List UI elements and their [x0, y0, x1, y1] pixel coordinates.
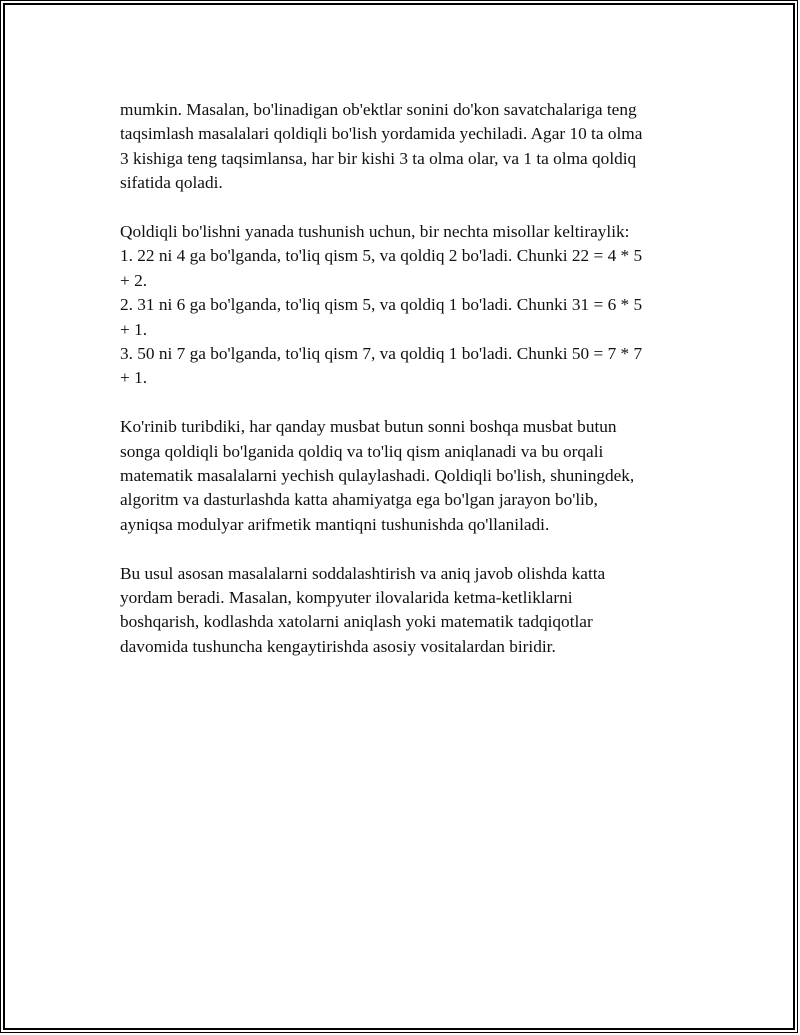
paragraph-3 [120, 415, 695, 537]
page-frame [3, 3, 795, 1030]
text-line: taqsimlash masalalari qoldiqli bo'lish yordamida yechiladi. Agar 10 ta olma [120, 124, 643, 144]
document-body [120, 98, 695, 684]
text-line: 3 kishiga teng taqsimlansa, har bir kishi 3 ta olma olar, va 1 ta olma qoldiq [120, 148, 637, 168]
list-item-line: 1. 22 ni 4 ga bo'lganda, to'liq qism 5, va qoldiq 2 bo'ladi. Chunki 22 = 4 * 5 [120, 246, 643, 266]
text-line: yordam beradi. Masalan, kompyuter ilovalarida ketma-ketliklarni [120, 588, 573, 608]
paragraph-2 [120, 220, 695, 391]
list-item-line: + 2. [120, 270, 148, 290]
text-line: Ko'rinib turibdiki, har qanday musbat butun sonni boshqa musbat butun [120, 417, 617, 437]
text-line: sifatida qoladi. [120, 173, 223, 193]
text-line: Bu usul asosan masalalarni soddalashtirish va aniq javob olishda katta [120, 563, 606, 583]
text-line: boshqarish, kodlashda xatolarni aniqlash yoki matematik tadqiqotlar [120, 612, 593, 632]
text-line: ayniqsa modulyar arifmetik mantiqni tushunishda qo'llaniladi. [120, 514, 550, 534]
list-item-line: 2. 31 ni 6 ga bo'lganda, to'liq qism 5, va qoldiq 1 bo'ladi. Chunki 31 = 6 * 5 [120, 295, 643, 315]
paragraph-4 [120, 562, 695, 660]
text-line: davomida tushuncha kengaytirishda asosiy vositalardan biridir. [120, 636, 556, 656]
text-line: mumkin. Masalan, bo'linadigan ob'ektlar sonini do'kon savatchalariga teng [120, 100, 637, 119]
list-item-line: + 1. [120, 368, 148, 388]
list-item-line: + 1. [120, 319, 148, 339]
text-line: algoritm va dasturlashda katta ahamiyatga ega bo'lgan jarayon bo'lib, [120, 490, 598, 510]
text-line: songa qoldiqli bo'lganida qoldiq va to'liq qism aniqlanadi va bu orqali [120, 441, 604, 461]
text-line: matematik masalalarni yechish qulaylashadi. Qoldiqli bo'lish, shuningdek, [120, 466, 635, 486]
list-item-line: 3. 50 ni 7 ga bo'lganda, to'liq qism 7, va qoldiq 1 bo'ladi. Chunki 50 = 7 * 7 [120, 344, 643, 364]
text-line: Qoldiqli bo'lishni yanada tushunish uchun, bir nechta misollar keltiraylik: [120, 222, 630, 242]
paragraph-1 [120, 98, 695, 196]
